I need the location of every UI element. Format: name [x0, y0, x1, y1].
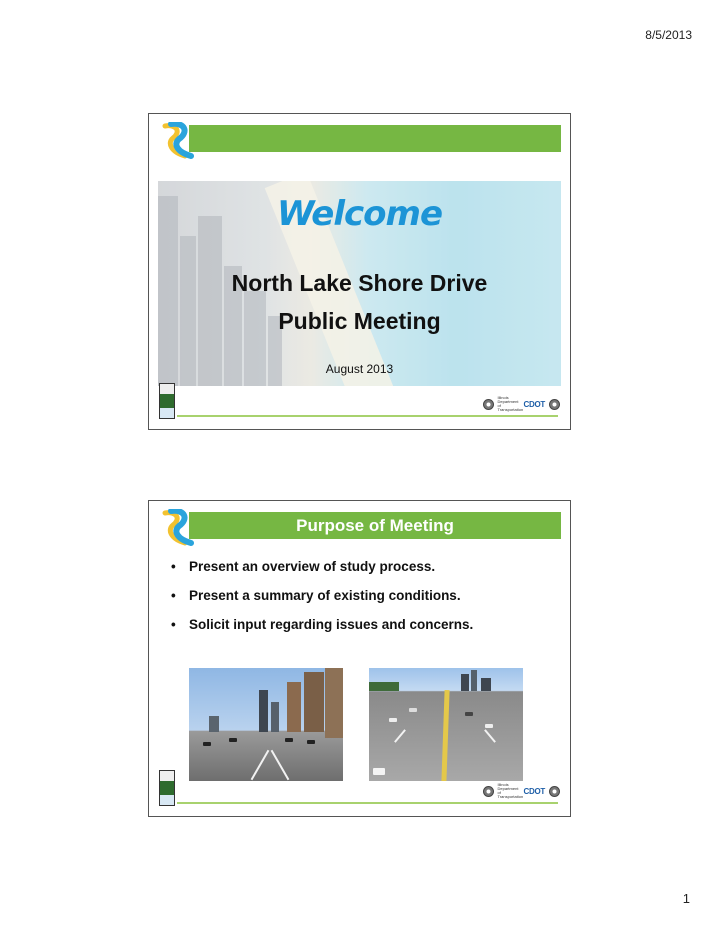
meeting-date: August 2013 [325, 362, 394, 376]
lake-shore-drive-photo-south [189, 668, 343, 781]
purpose-list [171, 559, 473, 646]
nlsd-emblem-icon [159, 770, 175, 806]
idot-seal-icon [483, 399, 494, 410]
slide-title: Purpose of Meeting [296, 515, 454, 535]
page-number: 1 [682, 891, 690, 906]
city-seal-icon [549, 399, 560, 410]
lake-shore-drive-photo-north [369, 668, 523, 781]
agency-logos [483, 396, 560, 412]
header-bar [189, 125, 561, 152]
list-item: • Present a summary of existing conditions. [171, 588, 473, 603]
list-item: • Present an overview of study process. [171, 559, 473, 574]
cdot-logo: CDOT [523, 786, 545, 796]
idot-logo-text: Illinois Department of Transportation [497, 395, 524, 412]
nlsd-emblem-icon [159, 383, 175, 419]
meeting-title-line1: North Lake Shore Drive [231, 270, 488, 296]
meeting-title [149, 264, 570, 340]
list-item: • Solicit input regarding issues and concerns. [171, 617, 473, 632]
cdot-logo: CDOT [523, 399, 545, 409]
idot-logo-text: Illinois Department of Transportation [497, 782, 524, 799]
city-seal-icon [549, 786, 560, 797]
slide-welcome [148, 113, 571, 430]
meeting-title-line2: Public Meeting [278, 308, 441, 334]
slide-purpose [148, 500, 571, 817]
page-date: 8/5/2013 [645, 28, 692, 42]
idot-seal-icon [483, 786, 494, 797]
footer-divider [177, 802, 558, 804]
footer-divider [177, 415, 558, 417]
welcome-heading: Welcome [276, 194, 443, 234]
agency-logos [483, 783, 560, 799]
